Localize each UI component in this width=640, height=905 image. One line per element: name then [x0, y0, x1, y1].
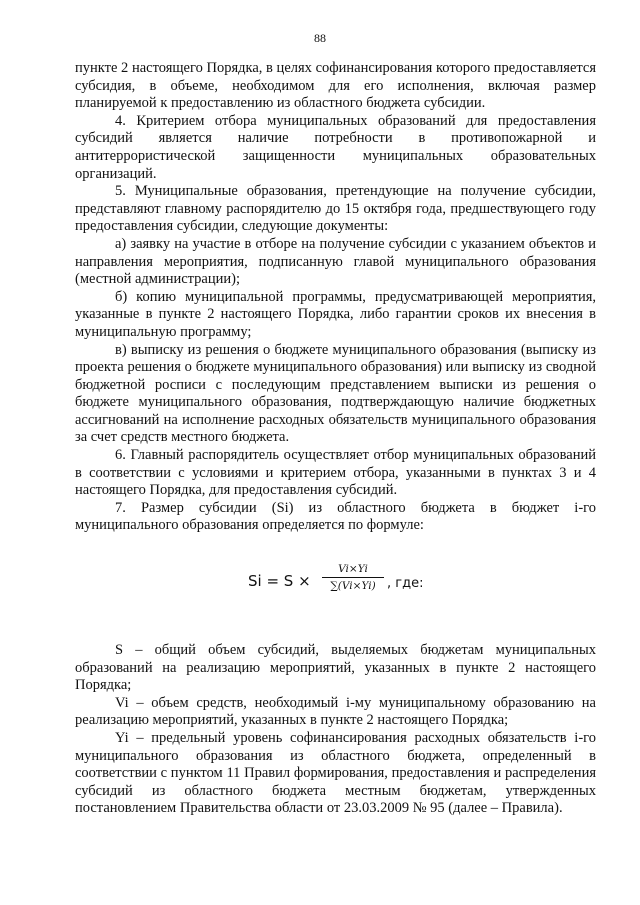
paragraph: 4. Критерием отбора муниципальных образований для предоставления субсидий является наличие потребности в противопожарной и антитеррористической защищенности муниципальных образовательных организаций.	[75, 112, 596, 182]
fraction-line	[322, 577, 384, 578]
formula-suffix: , где:	[387, 576, 424, 592]
paragraph: 5. Муниципальные образования, претендующие на получение субсидии, представляют главному распорядителю до 15 октября года, предшествующего году предоставления субсидии, следующие документы:	[75, 183, 596, 235]
paragraph: пункте 2 настоящего Порядка, в целях софинансирования которого предоставляется субсидия, в объеме, необходимом для его исполнения, включая размер планируемой к предоставлению из областного бюджета субсидии.	[75, 60, 596, 112]
formula-fraction	[322, 563, 384, 592]
paragraph: 7. Размер субсидии (Si) из областного бюджета в бюджет i-го муниципального образования определяется по формуле:	[75, 499, 596, 534]
paragraph: 6. Главный распорядитель осуществляет отбор муниципальных образований в соответствии с условиями и критерием отбора, указанными в пунктах 3 и 4 настоящего Порядка, для предоставления субсидий.	[75, 447, 596, 499]
definition: S – общий объем субсидий, выделяемых бюджетам муниципальных образований на реализацию мероприятий, указанных в пункте 2 настоящего Порядка;	[75, 642, 596, 694]
formula-numerator: Vi×Yi	[338, 563, 368, 576]
subsidy-formula	[75, 561, 596, 601]
definition: Yi – предельный уровень софинансирования расходных обязательств i-го муниципального образования из областного бюджета, определенный в соответствии с пунктом 11 Правил формирования, предоставления и распределения субсидий из областного бюджета местным бюджетам, утвержденных постановлением Правительства области от 23.03.2009 № 95 (далее – Правила).	[75, 730, 596, 817]
paragraph: в) выписку из решения о бюджете муниципального образования (выписку из проекта решения о бюджете муниципального образования) или выписку из сводной бюджетной росписи с последующим представлением выписки из решения о бюджете муниципального образования, подтверждающую наличие бюджетных ассигнований на исполнение расходных обязательств муниципального образования за счет средств местного бюджета.	[75, 341, 596, 446]
formula-left: Si = S ×	[248, 572, 311, 591]
paragraph: б) копию муниципальной программы, предусматривающей мероприятия, указанные в пункте 2 настоящего Порядка, либо гарантии сроков их внесения в муниципальную программу;	[75, 288, 596, 340]
document-body	[75, 60, 596, 818]
page-number: 88	[314, 31, 326, 45]
formula-denominator: ∑(Vi×Yi)	[330, 580, 376, 593]
definition: Vi – объем средств, необходимый i-му муниципальному образованию на реализацию мероприятий, указанных в пункте 2 настоящего Порядка;	[75, 694, 596, 729]
paragraph: а) заявку на участие в отборе на получение субсидии с указанием объектов и направления мероприятия, подписанную главой муниципального образования (местной администрации);	[75, 235, 596, 288]
